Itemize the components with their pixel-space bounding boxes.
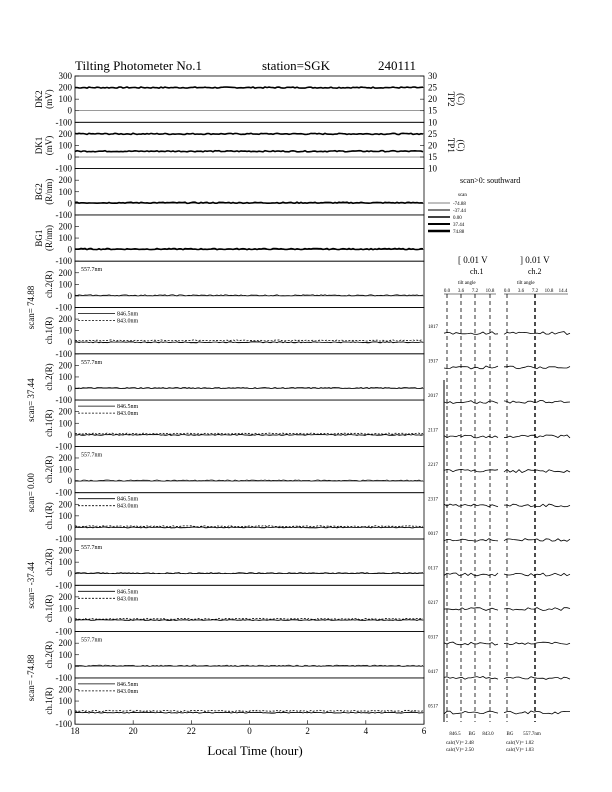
y-tick-label: 0 (67, 244, 72, 255)
x-tick-label: 0 (247, 726, 252, 737)
y-axis-label: (mV) (44, 135, 54, 156)
y-tick-label: -100 (55, 395, 72, 406)
right-y-tick-label: 25 (428, 128, 437, 139)
panel-9 (44, 446, 424, 497)
legend-label: 843.0nm (117, 688, 139, 695)
y-tick-label: 0 (67, 152, 72, 163)
ch1-bottom-label: 843.0 (482, 732, 494, 737)
y-tick-label: 0 (67, 615, 72, 626)
panel-frame (75, 354, 424, 400)
y-tick-label: -100 (55, 534, 72, 544)
panel-frame (75, 539, 424, 585)
x-tick-label: 22 (186, 726, 196, 737)
x-tick-label: 2 (305, 726, 310, 737)
right-y-axis-label: (C) (456, 139, 466, 152)
y-tick-label: 100 (58, 696, 72, 707)
ch2-scan-trace (504, 435, 570, 438)
y-axis-label: ch.1(R) (44, 317, 54, 345)
panel-frame (75, 215, 424, 261)
series-line (75, 526, 423, 527)
right-y-axis-label: TP2 (446, 91, 456, 107)
y-tick-label: 0 (67, 383, 72, 394)
ch1-scan-trace (444, 677, 498, 680)
ch2-bottom-label: 557.7nm (523, 732, 541, 737)
y-tick-label: -100 (55, 626, 72, 637)
y-axis-label: DK1 (34, 136, 44, 155)
y-tick-label: 200 (58, 638, 72, 649)
y-tick-label: -100 (55, 302, 72, 313)
panel-wavelength-label: 557.7nm (81, 452, 103, 459)
panel-8 (44, 400, 424, 451)
series-line (75, 618, 423, 619)
panel-12 (44, 585, 424, 636)
y-tick-label: -100 (55, 348, 72, 359)
scan-legend-entry: -74.88 (453, 202, 466, 207)
legend-label: 843.0nm (117, 596, 139, 603)
series-line (75, 340, 423, 341)
right-y-tick-label: 15 (428, 152, 437, 163)
ch2-scan-trace (504, 711, 570, 714)
scan-time-label: 2017 (428, 394, 438, 399)
y-tick-label: 0 (67, 290, 72, 301)
scan-label: scan= -74.88 (26, 654, 36, 702)
legend-label: 846.5nm (117, 681, 139, 688)
series-line (75, 133, 423, 134)
date-label: 240111 (378, 58, 417, 73)
y-tick-label: 200 (58, 314, 72, 325)
ch2-scan-trace (504, 539, 570, 542)
legend-label: 846.5nm (117, 496, 139, 503)
y-tick-label: 0 (67, 429, 72, 440)
y-tick-label: 100 (58, 371, 72, 382)
ch1-angle-tick: 7.2 (471, 289, 479, 294)
panel-frame (75, 632, 424, 678)
x-axis-label: Local Time (hour) (207, 743, 303, 758)
scan-legend-entry: 37.44 (453, 223, 465, 228)
y-tick-label: 0 (67, 198, 72, 209)
ch2-scan-trace (504, 642, 570, 645)
y-tick-label: 100 (58, 557, 72, 568)
scan-time-label: 0117 (428, 566, 438, 572)
scan-time-label: 1917 (428, 359, 438, 365)
ch1-angle-tick: 0.0 (443, 289, 451, 294)
y-tick-label: 200 (58, 684, 72, 695)
y-axis-label: ch.2(R) (44, 641, 54, 669)
y-tick-label: 300 (58, 71, 72, 81)
scan-label: scan= 0.00 (26, 473, 36, 513)
y-tick-label: -100 (55, 256, 72, 267)
scan-time-label: 0317 (428, 635, 438, 641)
panel-14 (44, 678, 424, 729)
y-tick-label: 100 (58, 233, 72, 244)
scan-label: scan= 74.88 (26, 285, 36, 330)
legend-label: 846.5nm (117, 589, 139, 596)
scan-label: scan= 37.44 (26, 378, 36, 422)
scan-legend-entry: -37.44 (453, 209, 466, 214)
ch2-angle-tick: 0.0 (503, 289, 511, 294)
ch2-scan-trace (504, 470, 570, 473)
series-line (75, 710, 423, 711)
y-axis-label: ch.1(R) (44, 687, 54, 715)
scan-labels (26, 285, 36, 701)
ch2-scan-trace (504, 401, 570, 404)
x-axis (71, 720, 427, 758)
right-y-tick-label: 25 (428, 82, 437, 93)
y-tick-label: 100 (58, 510, 72, 521)
ch2-bottom-label: BG (506, 732, 514, 737)
ch1-bottom-label: BG (468, 732, 476, 737)
ch1-label: ch.1 (470, 267, 484, 276)
x-tick-label: 18 (70, 726, 80, 737)
scan-legend-entry: 0.00 (453, 216, 462, 221)
right-y-tick-label: 15 (428, 105, 437, 116)
header (75, 58, 416, 73)
y-axis-label: ch.2(R) (44, 548, 54, 576)
y-axis-label: DK2 (34, 90, 44, 108)
y-axis-label: (R/nm) (44, 225, 54, 252)
series-line (75, 249, 423, 250)
y-tick-label: 0 (67, 568, 72, 579)
y-axis-label: ch.2(R) (44, 455, 54, 484)
ch2-calc-value: calc(V)= 1.03 (506, 748, 534, 753)
y-tick-label: 100 (58, 649, 72, 660)
y-axis-label: ch.1(R) (44, 594, 54, 623)
y-tick-label: -100 (55, 209, 72, 220)
legend-label: 843.0nm (117, 503, 139, 510)
y-tick-label: 200 (58, 267, 72, 278)
ch2-scan-trace (504, 366, 570, 369)
y-tick-label: 200 (58, 82, 72, 93)
right-y-tick-label: 20 (428, 140, 437, 151)
scan-legend (428, 176, 520, 235)
y-tick-label: 200 (58, 499, 72, 510)
y-tick-label: 200 (58, 360, 72, 371)
scan-legend-entry: 74.88 (453, 230, 465, 235)
scan-time-label: 1817 (428, 325, 438, 330)
y-tick-label: 200 (58, 452, 72, 463)
tilt-angle-panel (428, 255, 570, 753)
y-tick-label: -100 (55, 487, 72, 498)
y-tick-label: 200 (58, 221, 72, 232)
panel-frame (75, 76, 424, 122)
panel-5 (44, 261, 424, 312)
ch2-scan-trace (504, 608, 570, 611)
legend-label: 846.5nm (117, 311, 139, 318)
y-tick-label: -100 (55, 117, 72, 128)
y-tick-label: 200 (58, 175, 72, 186)
ch2-scale: ] 0.01 V (520, 255, 550, 265)
panel-11 (44, 539, 424, 590)
scan-time-label: 0517 (428, 704, 438, 710)
panel-1 (34, 71, 466, 127)
y-tick-label: 0 (67, 522, 72, 533)
y-tick-label: 100 (58, 464, 72, 475)
series-line (75, 87, 423, 88)
panel-group (34, 71, 466, 729)
y-tick-label: 100 (58, 603, 72, 614)
y-tick-label: 100 (58, 94, 72, 105)
panel-4 (34, 215, 424, 266)
y-axis-label: (R/nm) (44, 178, 54, 205)
scan-time-label: 2117 (428, 428, 438, 434)
y-tick-label: 0 (67, 476, 72, 487)
ch2-scan-trace (504, 332, 570, 335)
right-y-tick-label: 20 (428, 94, 437, 105)
ch1-tilt-label: tilt angle (458, 281, 476, 286)
y-axis-label: BG1 (34, 229, 44, 247)
y-tick-label: 0 (67, 105, 72, 116)
y-tick-label: 0 (67, 707, 72, 718)
station-label: station=SGK (262, 58, 331, 73)
chart-title: Tilting Photometer No.1 (75, 58, 203, 73)
panel-6 (44, 308, 424, 359)
ch1-calc-value: calc(V)= 2.50 (446, 748, 474, 753)
y-tick-label: 0 (67, 661, 72, 672)
panel-frame (75, 261, 424, 307)
x-tick-label: 20 (128, 726, 138, 737)
series-line (75, 342, 423, 343)
scan-time-label: 0017 (428, 532, 438, 537)
panel-wavelength-label: 557.7nm (81, 267, 103, 274)
y-tick-label: 0 (67, 337, 72, 348)
y-tick-label: 200 (58, 406, 72, 417)
panel-frame (75, 122, 424, 168)
y-axis-label: (mV) (44, 89, 54, 109)
legend-label: 843.0nm (117, 318, 139, 325)
scan-legend-title: scan>0: southward (460, 176, 521, 185)
panel-3 (34, 169, 424, 220)
right-y-tick-label: 10 (428, 117, 437, 128)
x-tick-label: 6 (421, 726, 427, 737)
y-tick-label: 100 (58, 279, 72, 290)
scan-time-label: 2217 (428, 463, 438, 468)
x-tick-label: 4 (363, 726, 369, 737)
series-line (75, 433, 423, 434)
series-line (75, 620, 423, 621)
panel-7 (44, 354, 424, 405)
ch2-angle-tick: 7.2 (531, 289, 539, 294)
panel-frame (75, 446, 424, 492)
ch1-angle-tick: 3.6 (457, 289, 465, 294)
right-y-axis-label: (C) (456, 93, 466, 106)
y-tick-label: 100 (58, 325, 72, 336)
ch2-scan-trace (504, 573, 570, 576)
ch2-label: ch.2 (528, 267, 542, 276)
y-axis-label: ch.2(R) (44, 270, 54, 298)
ch1-angle-tick: 10.8 (485, 289, 495, 294)
panel-wavelength-label: 557.7nm (81, 545, 103, 551)
series-line (75, 202, 423, 203)
y-tick-label: 200 (58, 128, 72, 139)
y-axis-label: ch.2(R) (44, 363, 54, 391)
ch2-tilt-label: tilt angle (517, 281, 535, 286)
ch1-calc-value: calc(V)= 2.48 (446, 741, 474, 746)
scan-time-label: 0217 (428, 601, 438, 606)
y-tick-label: 200 (58, 591, 72, 602)
series-line (75, 151, 423, 152)
scan-time-label: 0417 (428, 670, 438, 675)
y-axis-label: BG2 (34, 183, 44, 201)
ch2-scan-trace (504, 504, 570, 507)
y-tick-label: 100 (58, 140, 72, 151)
y-tick-label: 100 (58, 186, 72, 197)
legend-label: 846.5nm (117, 404, 139, 411)
panel-10 (44, 493, 424, 544)
y-tick-label: -100 (55, 163, 72, 174)
scan-label: scan= -37.44 (26, 562, 36, 609)
y-axis-label: ch.1(R) (44, 409, 54, 437)
y-tick-label: -100 (55, 441, 72, 452)
y-tick-label: -100 (55, 672, 72, 683)
ch2-angle-tick: 10.8 (544, 289, 554, 294)
right-y-tick-label: 10 (428, 163, 437, 174)
y-axis-label: ch.1(R) (44, 502, 54, 530)
ch2-calc-value: calc(V)= 1.02 (506, 741, 534, 746)
ch2-angle-tick: 14.4 (558, 289, 568, 294)
y-tick-label: -100 (55, 580, 72, 591)
y-tick-label: 100 (58, 418, 72, 429)
right-y-axis-label: TP1 (446, 137, 456, 153)
y-tick-label: 200 (58, 545, 72, 556)
panel-2 (34, 122, 466, 173)
panel-13 (44, 632, 424, 683)
scan-time-label: 2317 (428, 497, 438, 503)
panel-wavelength-label: 557.7nm (81, 359, 103, 366)
ch2-angle-tick: 3.6 (517, 289, 525, 294)
legend-label: 843.0nm (117, 411, 139, 418)
panel-wavelength-label: 557.7nm (81, 637, 103, 644)
y-tick-label: -100 (55, 719, 72, 730)
right-y-tick-label: 30 (428, 71, 437, 81)
ch1-scale: [ 0.01 V (458, 255, 488, 265)
panel-frame (75, 169, 424, 215)
scan-legend-subtitle: scan (458, 193, 467, 198)
ch2-scan-trace (504, 677, 570, 680)
ch1-bottom-label: 846.5 (449, 732, 461, 737)
ch1-scan-trace (444, 711, 498, 714)
